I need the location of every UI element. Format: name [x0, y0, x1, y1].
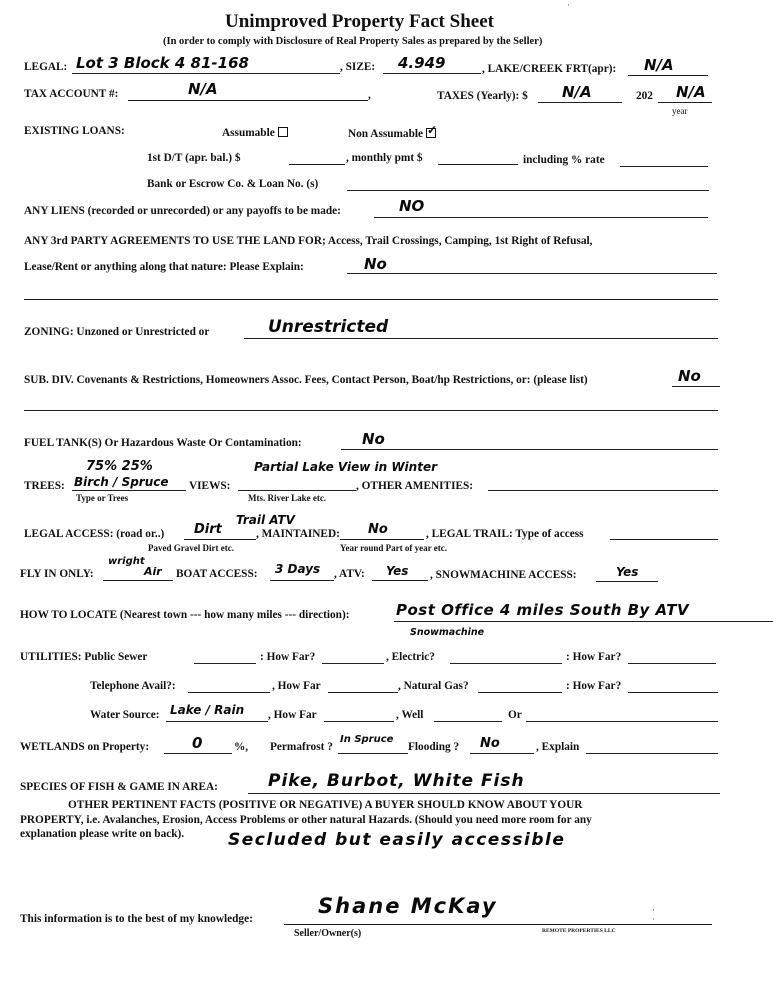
flooding-line — [470, 753, 534, 754]
size-value: 4.949 — [398, 54, 446, 72]
amenities-line — [488, 490, 718, 491]
other-line3: explanation please write on back). — [20, 828, 185, 840]
existing-loans-label: EXISTING LOANS: — [24, 125, 125, 137]
third-party-value: No — [364, 255, 387, 273]
electric-label: , Electric? — [386, 651, 435, 663]
size-line — [383, 73, 481, 74]
monthly-line — [438, 164, 518, 165]
legal-access-caption: Paved Gravel Dirt etc. — [148, 543, 234, 553]
water-how-far-line — [324, 721, 394, 722]
or-line — [526, 721, 718, 722]
flooding-label: Flooding ? — [408, 741, 460, 753]
tax-account-line — [128, 100, 368, 101]
snowmachine-value: Yes — [616, 565, 639, 579]
atv-value: Yes — [386, 564, 409, 578]
third-party-line2: Lease/Rent or anything along that nature: Please Explain: — [24, 261, 304, 273]
boat-access-label: BOAT ACCESS: — [176, 568, 258, 580]
signature-label: This information is to the best of my knowledge: — [20, 913, 253, 925]
non-assumable-option — [348, 128, 436, 140]
trees-label: TREES: — [24, 480, 65, 492]
natural-gas-label: , Natural Gas? — [398, 680, 469, 692]
speck: · — [652, 914, 655, 924]
legal-trail-line — [610, 539, 718, 540]
fish-value: Pike, Burbot, White Fish — [268, 771, 525, 791]
fuel-value: No — [362, 430, 385, 448]
amenities-label: , OTHER AMENITIES: — [356, 480, 474, 492]
locate-value: Post Office 4 miles South By ATV — [396, 601, 690, 619]
monthly-label: , monthly pmt $ — [346, 152, 423, 164]
sewer-how-far-label: : How Far? — [260, 651, 316, 663]
bank-label: Bank or Escrow Co. & Loan No. (s) — [147, 178, 319, 190]
size-label: , SIZE: — [340, 61, 376, 73]
non-assumable-label: Non Assumable — [348, 128, 424, 140]
explain-label: , Explain — [536, 741, 580, 753]
legal-value: Lot 3 Block 4 81-168 — [76, 54, 249, 72]
locate-line — [394, 621, 773, 622]
flooding-value: No — [480, 736, 500, 751]
telephone-line — [188, 692, 270, 693]
liens-line — [374, 217, 708, 218]
boat-access-line — [270, 580, 334, 581]
signature-caption: Seller/Owner(s) — [294, 928, 362, 939]
sewer-line — [194, 663, 256, 664]
views-line — [238, 490, 356, 491]
atv-label: , ATV: — [334, 568, 365, 580]
liens-label: ANY LIENS (recorded or unrecorded) or any payoffs to be made: — [24, 205, 341, 217]
well-label: , Well — [396, 709, 424, 721]
seller-signature: Shane McKay — [318, 894, 498, 918]
third-party-line1: ANY 3rd PARTY AGREEMENTS TO USE THE LAND FOR; Access, Trail Crossings, Camping, 1st Right of Refusal, — [24, 235, 593, 247]
tax-account-value: N/A — [188, 80, 218, 98]
fly-in-value: Air — [144, 565, 162, 578]
trees-value: Birch / Spruce — [74, 475, 169, 489]
fuel-label: FUEL TANK(S) Or Hazardous Waste Or Contamination: — [24, 437, 302, 449]
subdiv-value: No — [678, 367, 701, 385]
wetlands-line — [164, 753, 232, 754]
fish-line — [248, 793, 720, 794]
zoning-label: ZONING: Unzoned or Unrestricted or — [24, 326, 210, 338]
electric-how-far-line — [628, 663, 716, 664]
water-how-far-label: , How Far — [268, 709, 317, 721]
taxes-year-line — [658, 102, 712, 103]
electric-line — [450, 663, 562, 664]
taxes-value: N/A — [562, 83, 592, 101]
boat-access-value: 3 Days — [275, 562, 321, 576]
maintained-value: No — [368, 522, 388, 537]
sewer-how-far-line — [322, 663, 384, 664]
lake-creek-line — [628, 75, 708, 76]
telephone-label: Telephone Avail?: — [90, 680, 176, 692]
trees-percent: 75% 25% — [86, 459, 153, 474]
page-subtitle: (In order to comply with Disclosure of Real Property Sales as prepared by the Seller) — [163, 36, 543, 47]
zoning-line — [244, 338, 718, 339]
other-line2: PROPERTY, i.e. Avalanches, Erosion, Access Problems or other natural Hazards. (Should you need more room for any — [20, 814, 592, 826]
fly-in-value-top: wright — [108, 556, 145, 567]
views-caption: Mts. River Lake etc. — [248, 493, 327, 503]
atv-line — [372, 580, 428, 581]
footer-brand: REMOTE PROPERTIES LLC — [542, 928, 616, 934]
dt-line — [289, 164, 345, 165]
speck: · — [567, 0, 570, 10]
tax-account-comma: , — [368, 89, 371, 101]
other-line1: OTHER PERTINENT FACTS (POSITIVE OR NEGATIVE) A BUYER SHOULD KNOW ABOUT YOUR — [68, 799, 583, 811]
legal-line — [72, 73, 340, 74]
fly-in-line — [103, 580, 173, 581]
legal-access-value-top: Trail ATV — [236, 513, 295, 527]
snowmachine-label: , SNOWMACHINE ACCESS: — [430, 569, 577, 581]
tax-account-label: TAX ACCOUNT #: — [24, 88, 119, 100]
legal-access-value: Dirt — [194, 522, 222, 537]
including-line — [620, 166, 708, 167]
maintained-label: , MAINTAINED: — [256, 528, 340, 540]
zoning-value: Unrestricted — [268, 317, 389, 337]
views-label: VIEWS: — [189, 480, 231, 492]
permafrost-label: Permafrost ? — [270, 741, 333, 753]
subdiv-line — [672, 386, 720, 387]
taxes-year-caption: year — [672, 106, 688, 116]
other-value: Secluded but easily accessible — [228, 830, 566, 850]
well-line — [434, 721, 502, 722]
taxes-line — [538, 102, 622, 103]
taxes-year-value: N/A — [676, 83, 706, 101]
explain-line — [586, 753, 718, 754]
water-line — [166, 721, 268, 722]
or-label: Or — [508, 709, 522, 721]
gas-how-far-line — [628, 692, 718, 693]
trees-line — [72, 490, 186, 491]
taxes-year-prefix: 202 — [636, 90, 653, 102]
electric-how-far-label: : How Far? — [566, 651, 622, 663]
bank-line — [347, 190, 709, 191]
wetlands-pct: %, — [234, 741, 249, 753]
speck: · — [652, 905, 655, 915]
assumable-checkbox[interactable] — [278, 127, 288, 137]
legal-label: LEGAL: — [24, 61, 68, 73]
non-assumable-checkbox[interactable] — [426, 128, 436, 138]
trees-caption: Type or Trees — [76, 493, 129, 503]
permafrost-line — [338, 753, 408, 754]
wetlands-value: 0 — [192, 734, 203, 752]
permafrost-value: In Spruce — [340, 734, 394, 745]
fuel-line — [341, 449, 718, 450]
page-title: Unimproved Property Fact Sheet — [225, 11, 494, 32]
natural-gas-line — [478, 692, 562, 693]
legal-trail-label: , LEGAL TRAIL: Type of access — [426, 528, 584, 540]
taxes-label: TAXES (Yearly): $ — [437, 90, 528, 102]
liens-value: NO — [399, 197, 425, 215]
water-value: Lake / Rain — [170, 703, 245, 717]
legal-access-line — [184, 539, 256, 540]
subdiv-extra-line — [24, 410, 718, 411]
snowmachine-line — [596, 581, 658, 582]
locate-value2: Snowmachine — [410, 627, 485, 638]
including-label: including % rate — [523, 154, 605, 166]
views-value: Partial Lake View in Winter — [254, 460, 438, 474]
water-label: Water Source: — [90, 709, 160, 721]
gas-how-far-label: : How Far? — [566, 680, 622, 692]
lake-creek-value: N/A — [644, 56, 674, 74]
third-party-extra-line — [24, 299, 718, 300]
telephone-how-far-line — [328, 692, 398, 693]
assumable-label: Assumable — [222, 127, 275, 139]
assumable-option — [222, 127, 288, 139]
lake-creek-label: , LAKE/CREEK FRT(apr): — [482, 63, 617, 75]
signature-line — [284, 924, 712, 925]
wetlands-label: WETLANDS on Property: — [20, 741, 150, 753]
subdiv-label: SUB. DIV. Covenants & Restrictions, Homeowners Assoc. Fees, Contact Person, Boat/hp Restrictions, or: (please list) — [24, 374, 588, 386]
maintained-caption: Year round Part of year etc. — [340, 543, 447, 553]
fly-in-label: FLY IN ONLY: — [20, 568, 94, 580]
telephone-how-far-label: , How Far — [272, 680, 321, 692]
fish-label: SPECIES OF FISH & GAME IN AREA: — [20, 781, 218, 793]
legal-access-label: LEGAL ACCESS: (road or..) — [24, 528, 165, 540]
maintained-line — [340, 539, 424, 540]
utilities-label: UTILITIES: Public Sewer — [20, 651, 148, 663]
locate-label: HOW TO LOCATE (Nearest town --- how many miles --- direction): — [20, 609, 350, 621]
third-party-line — [347, 273, 717, 274]
dt-label: 1st D/T (apr. bal.) $ — [147, 152, 241, 164]
